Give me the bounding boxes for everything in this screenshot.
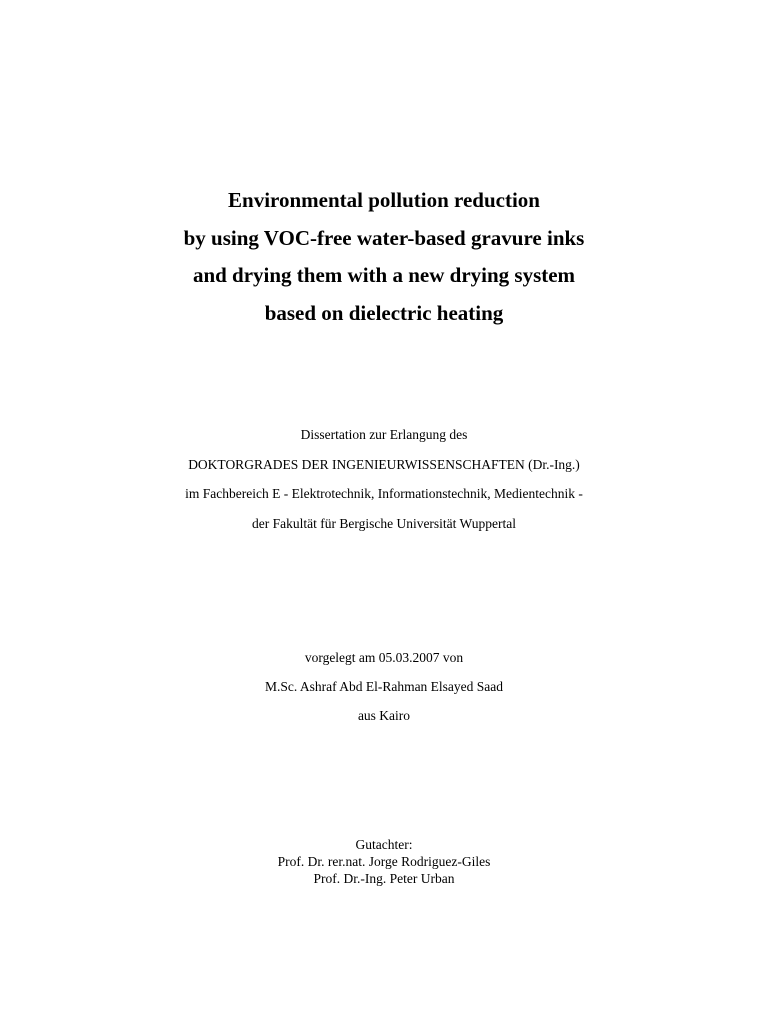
title-line-3: and drying them with a new drying system: [192, 263, 576, 287]
title-line-4: based on dielectric heating: [264, 300, 504, 325]
title-line-1: Environmental pollution reduction: [228, 188, 540, 212]
dissertation-line-1: Dissertation zur Erlangung des: [300, 427, 468, 442]
dissertation-statement: [0, 420, 768, 538]
reviewers: [0, 836, 768, 887]
author-name: M.Sc. Ashraf Abd El-Rahman Elsayed Saad: [264, 679, 504, 694]
thesis-title: [0, 182, 768, 332]
submission-date: vorgelegt am 05.03.2007 von: [304, 650, 464, 665]
author-origin: aus Kairo: [357, 708, 411, 723]
degree-line: DOKTORGRADES DER INGENIEURWISSENSCHAFTEN (Dr.-Ing.): [188, 456, 580, 472]
faculty-line: der Fakultät für Bergische Universität Wuppertal: [251, 515, 516, 531]
submission-info: [0, 643, 768, 730]
reviewers-heading: Gutachter:: [355, 837, 413, 852]
department-line: im Fachbereich E - Elektrotechnik, Informationstechnik, Medientechnik -: [185, 486, 583, 501]
reviewer-1: Prof. Dr. rer.nat. Jorge Rodriguez-Giles: [277, 854, 491, 869]
title-line-2: by using VOC-free water-based gravure inks: [183, 225, 585, 250]
reviewer-2: Prof. Dr.-Ing. Peter Urban: [313, 871, 455, 886]
